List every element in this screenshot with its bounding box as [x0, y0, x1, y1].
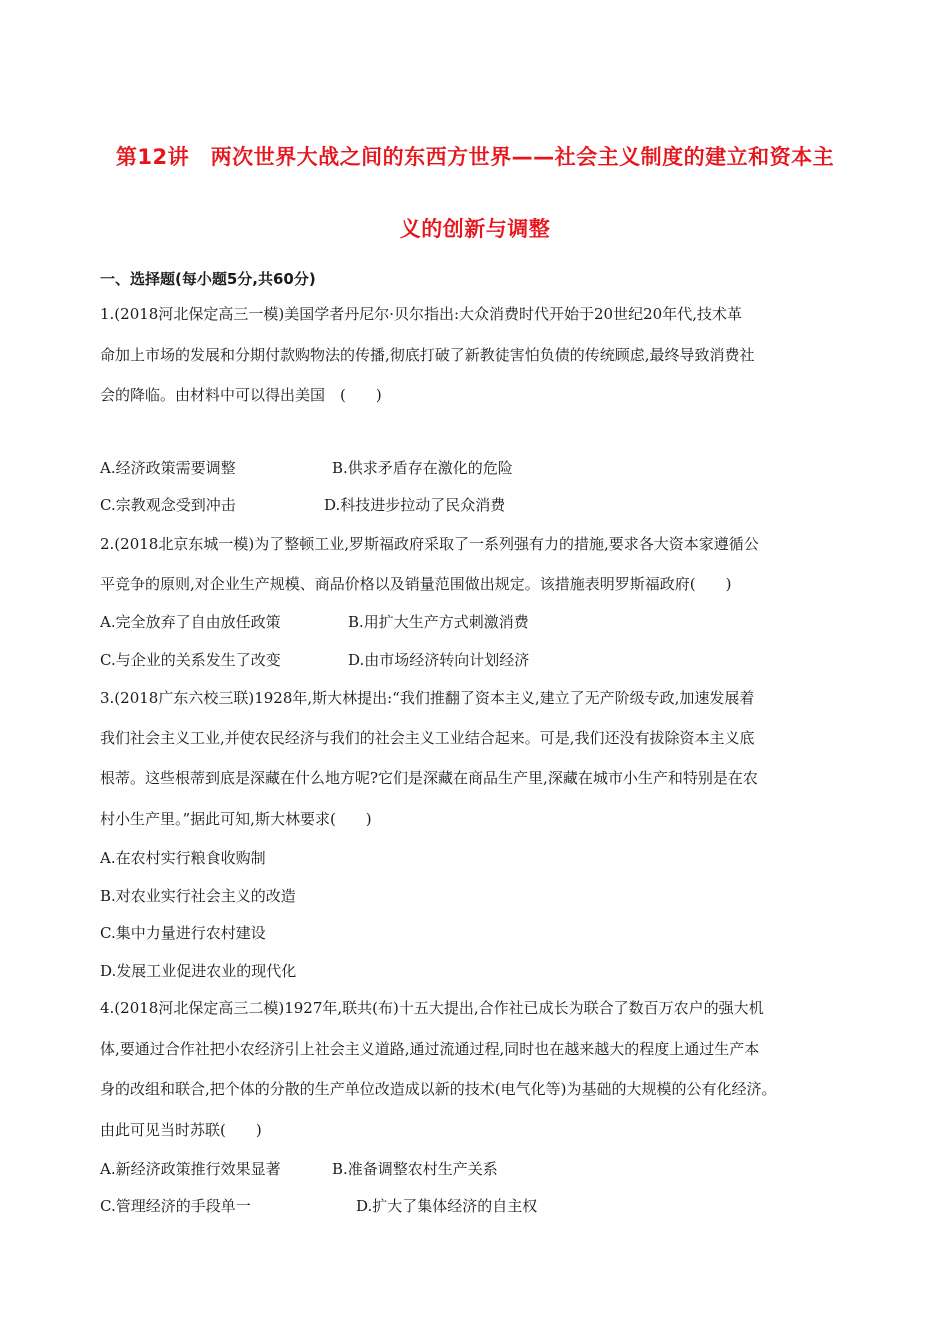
option-b[interactable]: B.对农业实行社会主义的改造: [100, 887, 296, 905]
option-c[interactable]: C.与企业的关系发生了改变: [100, 651, 281, 669]
question-text-line: 村小生产里。”据此可知,斯大林要求( ): [100, 810, 372, 828]
lesson-title-line-1: 第12讲 两次世界大战之间的东西方世界——社会主义制度的建立和资本主: [115, 145, 835, 169]
question-text-line: 命加上市场的发展和分期付款购物法的传播,彻底打破了新教徒害怕负债的传统顾虑,最终导致消费社: [100, 346, 755, 364]
option-a[interactable]: A.经济政策需要调整: [100, 459, 236, 477]
option-c[interactable]: C.宗教观念受到冲击: [100, 496, 236, 514]
question-text-line: 2.(2018北京东城一模)为了整顿工业,罗斯福政府采取了一系列强有力的措施,要求各大资本家遵循公: [100, 535, 759, 553]
question-text-line: 1.(2018河北保定高三一模)美国学者丹尼尔·贝尔指出:大众消费时代开始于20世纪20年代,技术革: [100, 305, 742, 323]
option-d[interactable]: D.由市场经济转向计划经济: [348, 651, 530, 669]
option-a[interactable]: A.新经济政策推行效果显著: [100, 1160, 281, 1178]
question-text-line: 我们社会主义工业,并使农民经济与我们的社会主义工业结合起来。可是,我们还没有拔除资本主义底: [100, 729, 755, 747]
option-c[interactable]: C.管理经济的手段单一: [100, 1197, 251, 1215]
option-b[interactable]: B.供求矛盾存在激化的危险: [332, 459, 513, 477]
question-text-line: 会的降临。由材料中可以得出美国 ( ): [100, 386, 382, 404]
section-heading: 一、选择题(每小题5分,共60分): [100, 270, 316, 288]
question-text-line: 由此可见当时苏联( ): [100, 1121, 262, 1139]
question-text-line: 身的改组和联合,把个体的分散的生产单位改造成以新的技术(电气化等)为基础的大规模的公有化经济。: [100, 1080, 777, 1098]
option-a[interactable]: A.完全放弃了自由放任政策: [100, 613, 281, 631]
option-a[interactable]: A.在农村实行粮食收购制: [100, 849, 266, 867]
option-d[interactable]: D.发展工业促进农业的现代化: [100, 962, 297, 980]
question-text-line: 4.(2018河北保定高三二模)1927年,联共(布)十五大提出,合作社已成长为联合了数百万农户的强大机: [100, 999, 764, 1017]
question-text-line: 根蒂。这些根蒂到底是深藏在什么地方呢?它们是深藏在商品生产里,深藏在城市小生产和特别是在农: [100, 769, 758, 787]
lesson-title-line-2: 义的创新与调整: [399, 217, 551, 241]
option-d[interactable]: D.科技进步拉动了民众消费: [324, 496, 506, 514]
option-b[interactable]: B.准备调整农村生产关系: [332, 1160, 498, 1178]
option-d[interactable]: D.扩大了集体经济的自主权: [356, 1197, 538, 1215]
question-text-line: 体,要通过合作社把小农经济引上社会主义道路,通过流通过程,同时也在越来越大的程度上通过生产本: [100, 1040, 760, 1058]
question-text-line: 平竞争的原则,对企业生产规模、商品价格以及销量范围做出规定。该措施表明罗斯福政府( ): [100, 575, 732, 593]
option-b[interactable]: B.用扩大生产方式刺激消费: [348, 613, 529, 631]
question-text-line: 3.(2018广东六校三联)1928年,斯大林提出:“我们推翻了资本主义,建立了无产阶级专政,加速发展着: [100, 689, 755, 707]
option-c[interactable]: C.集中力量进行农村建设: [100, 924, 266, 942]
